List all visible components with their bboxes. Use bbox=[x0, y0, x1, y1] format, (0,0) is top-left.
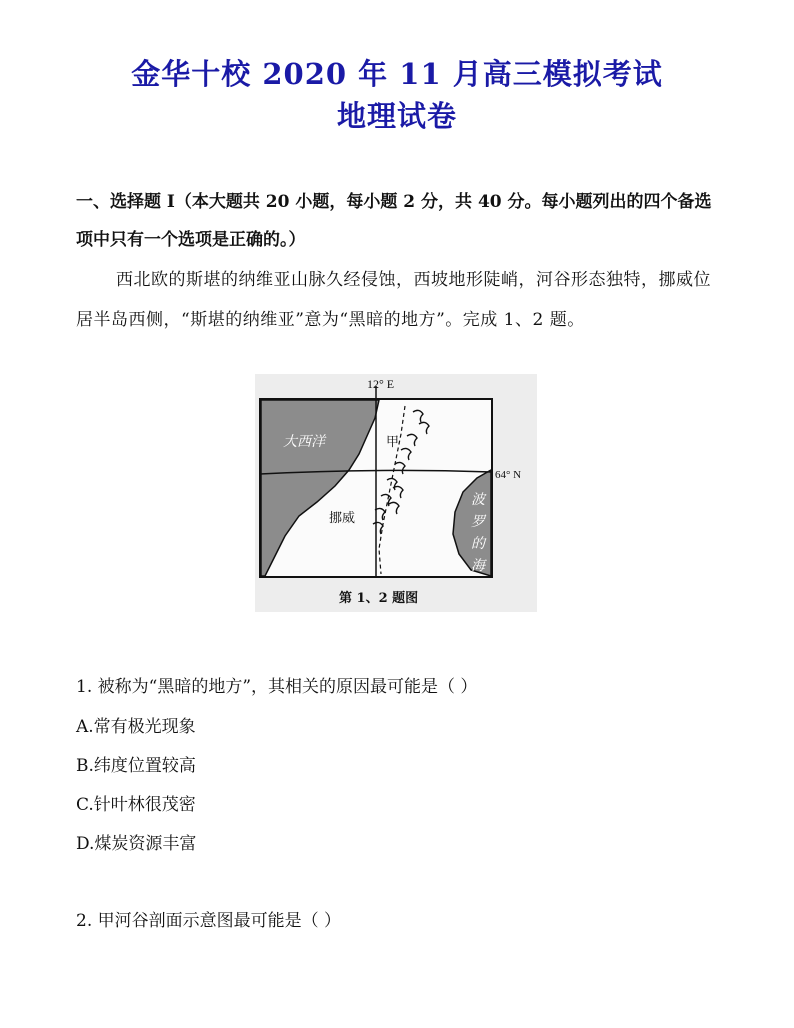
label-atlantic: 大西洋 bbox=[283, 434, 325, 450]
map-figure bbox=[255, 374, 537, 612]
question-1-option-d[interactable]: D.煤炭资源丰富 bbox=[76, 834, 197, 854]
figure-caption: 第 1、2 题图 bbox=[339, 591, 419, 606]
question-1-option-c[interactable]: C.针叶林很茂密 bbox=[76, 795, 196, 815]
label-baltic-3: 的 bbox=[471, 536, 485, 552]
scandinavia-map bbox=[255, 374, 537, 612]
exam-title: 金华十校 2020 年 11 月高三模拟考试 bbox=[131, 57, 663, 91]
label-jia: 甲 bbox=[386, 435, 400, 450]
label-longitude: 12° E bbox=[367, 377, 395, 391]
label-latitude: 64° N bbox=[495, 469, 522, 481]
label-baltic-2: 罗 bbox=[471, 514, 485, 530]
label-norway: 挪威 bbox=[329, 511, 356, 526]
passage-text: 西北欧的斯堪的纳维亚山脉久经侵蚀，西坡地形陡峭，河谷形态独特，挪威位居半岛西侧，“斯堪的纳维亚”意为“黑暗的地方”。完成 1、2 题。 bbox=[76, 270, 711, 330]
question-1-option-b[interactable]: B.纬度位置较高 bbox=[76, 756, 196, 776]
section-heading: 一、选择题 I（本大题共 20 小题，每小题 2 分，共 40 分。每小题列出的四个备选项中只有一个选项是正确的。） bbox=[76, 192, 712, 250]
label-baltic-4: 海 bbox=[471, 558, 485, 574]
question-2-stem: 2. 甲河谷剖面示意图最可能是（ ） bbox=[76, 911, 342, 931]
label-baltic-1: 波 bbox=[471, 492, 485, 508]
exam-subtitle: 地理试卷 bbox=[336, 99, 457, 133]
question-1-option-a[interactable]: A.常有极光现象 bbox=[76, 717, 196, 737]
question-1-stem: 1. 被称为“黑暗的地方”，其相关的原因最可能是（ ） bbox=[76, 677, 478, 697]
